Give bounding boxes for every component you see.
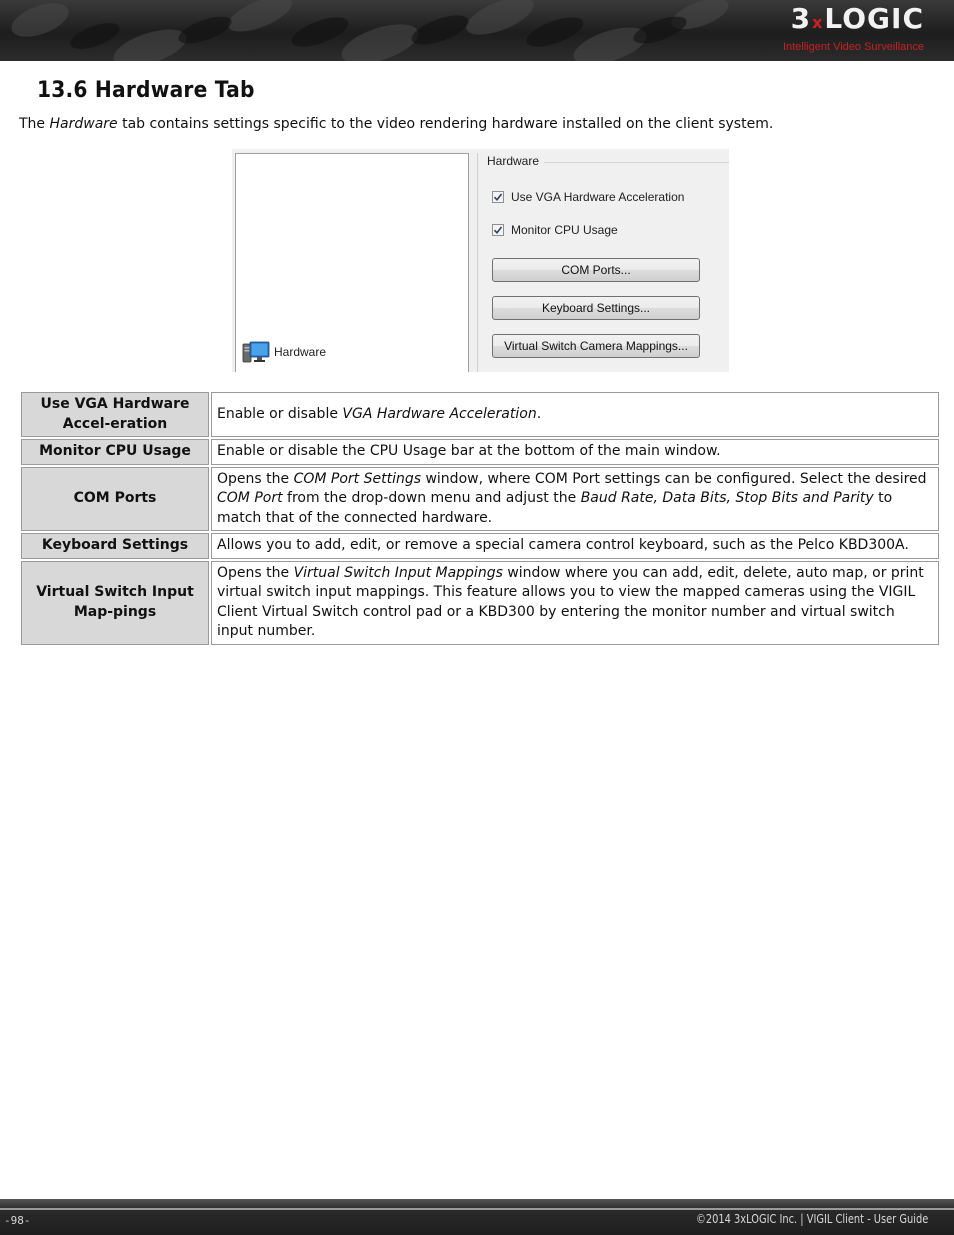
group-box-title: Hardware (487, 154, 542, 168)
checkmark-icon (493, 192, 503, 202)
row-label: Monitor CPU Usage (21, 439, 209, 465)
row-description: Enable or disable VGA Hardware Acceleration. (211, 392, 939, 437)
checkbox-label: Use VGA Hardware Acceleration (511, 190, 685, 204)
vga-acceleration-checkbox[interactable] (492, 190, 684, 204)
logo-tagline: Intelligent Video Surveillance (782, 41, 924, 53)
table-row (21, 439, 939, 465)
row-label: Use VGA Hardware Accel-eration (21, 392, 209, 437)
checkbox-label: Monitor CPU Usage (511, 223, 618, 237)
checkbox-box[interactable] (492, 191, 504, 203)
checkbox-box[interactable] (492, 224, 504, 236)
hardware-tab-screenshot (232, 149, 729, 372)
com-ports-button[interactable]: COM Ports... (492, 258, 700, 282)
table-row (21, 533, 939, 559)
footer-copyright: ©2014 3xLOGIC Inc. | VIGIL Client - User Guide (695, 1212, 928, 1226)
row-description: Enable or disable the CPU Usage bar at the bottom of the main window. (211, 439, 939, 465)
company-logo (783, 2, 924, 53)
virtual-switch-mappings-button[interactable]: Virtual Switch Camera Mappings... (492, 334, 700, 358)
intro-paragraph: The Hardware tab contains settings specific to the video rendering hardware installed on the client system. (19, 116, 774, 132)
table-row (21, 392, 939, 437)
row-label: COM Ports (21, 467, 209, 532)
table-row (21, 467, 939, 532)
row-description: Allows you to add, edit, or remove a special camera control keyboard, such as the Pelco KBD300A. (211, 533, 939, 559)
checkmark-icon (493, 225, 503, 235)
category-item-label: Hardware (274, 345, 327, 359)
row-label: Virtual Switch Input Map-pings (21, 561, 209, 645)
keyboard-settings-button[interactable]: Keyboard Settings... (492, 296, 700, 320)
footer-rule (0, 1208, 954, 1210)
page-footer (0, 1199, 954, 1235)
settings-category-list (235, 153, 469, 372)
panel-divider (477, 153, 478, 372)
header-banner (0, 0, 954, 61)
row-label: Keyboard Settings (21, 533, 209, 559)
group-box-line (544, 162, 729, 163)
row-description: Opens the COM Port Settings window, where COM Port settings can be configured. Select the desired COM Port from the drop-down menu and adjust the Baud Rate, Data Bits, Stop Bits and Parity to match that of the connected hardware. (211, 467, 939, 532)
settings-table (19, 390, 941, 647)
hardware-icon (242, 340, 270, 364)
section-title: 13.6 Hardware Tab (37, 78, 255, 103)
page-number: -98- (4, 1214, 31, 1227)
monitor-cpu-checkbox[interactable] (492, 223, 618, 237)
row-description: Opens the Virtual Switch Input Mappings window where you can add, edit, delete, auto map, or print virtual switch input mappings. This feature allows you to view the mapped cameras using the VIGIL Client Virtual Switch control pad or a KBD300 by entering the monitor number and virtual switch input number. (211, 561, 939, 645)
category-item-hardware[interactable] (242, 340, 326, 364)
table-row (21, 561, 939, 645)
logo-wordmark: 3xLOGIC (790, 2, 924, 35)
